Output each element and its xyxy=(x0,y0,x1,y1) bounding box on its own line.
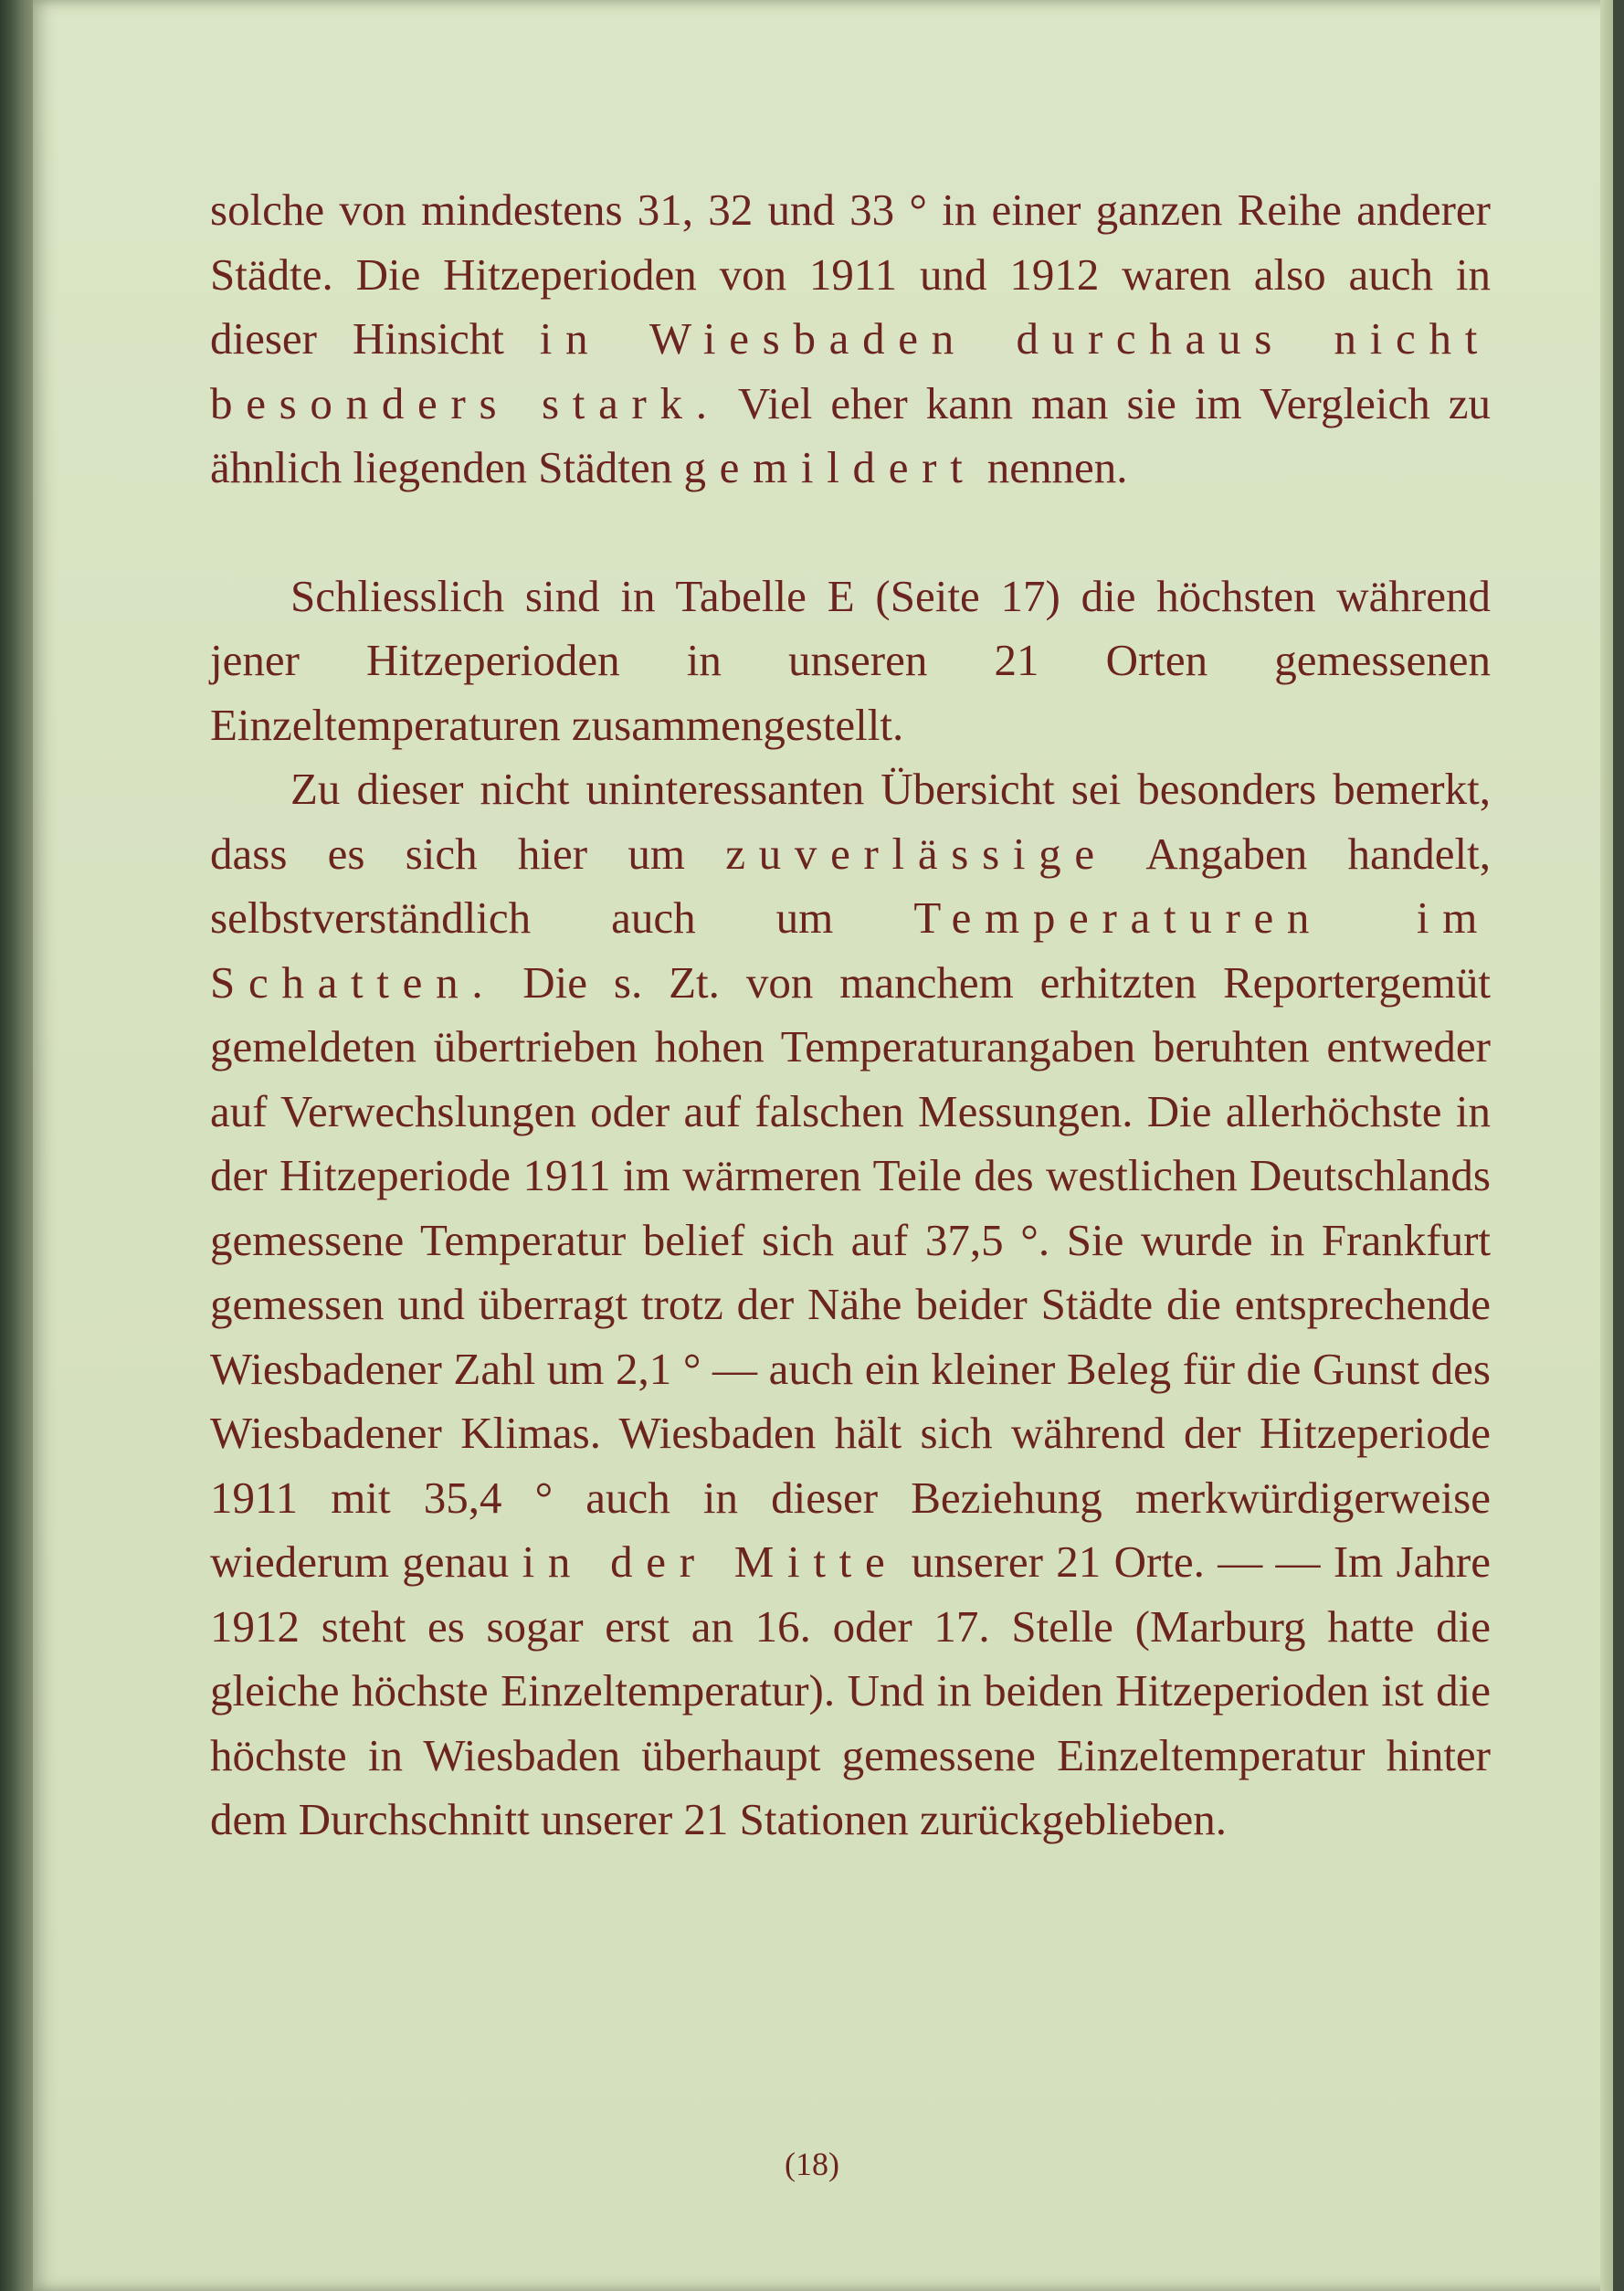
paragraph-1-spaced-2: gemildert xyxy=(683,442,976,492)
paragraph-3-text-3: Die s. Zt. von manchem erhitzten Reportergemüt gemeldeten übertrieben hohen Temperaturangaben beruhten entweder auf Verwechslungen oder auf falschen Messungen. Die allerhöchste in der Hitzeperiode 1911 im wärmeren Teile des westlichen Deutschlands gemessene Temperatur belief sich auf 37,5 °. Sie wurde in Frankfurt gemessen und überragt trotz der Nähe beider Städte die entsprechende Wiesbadener Zahl um 2,1 ° — auch ein kleiner Beleg für die Gunst des Wiesbadener Klimas. Wiesbaden hält sich während der Hitzeperiode 1911 mit 35,4 ° auch in dieser Beziehung merkwürdigerweise wiederum genau xyxy=(210,956,1491,1587)
page-edge xyxy=(1600,0,1613,2291)
paragraph-3-text-2: Angaben handelt, selbstverständlich auch um xyxy=(210,828,1491,943)
paragraph-1-spaced-1: in Wiesbaden durchaus nicht besonders stark. xyxy=(210,313,1492,428)
paragraph-3 xyxy=(210,757,1491,1853)
paragraph-1-text-3: nennen. xyxy=(975,442,1128,492)
book-spine-edge xyxy=(0,0,37,2291)
paragraph-2 xyxy=(210,565,1491,758)
paragraph-3-spaced-2: Temperaturen im Schatten. xyxy=(210,892,1492,1008)
paragraph-3-text-1: Zu dieser nicht uninteressanten Übersicht sei besonders bemerkt, dass es sich hier um xyxy=(210,764,1491,879)
paragraph-1-text-1: solche von mindestens 31, 32 und 33 ° in einer ganzen Reihe anderer Städte. Die Hitzeperioden von 1911 und 1912 waren also auch in dieser Hinsicht xyxy=(210,185,1491,364)
paragraph-gap xyxy=(210,501,1491,565)
page-number: (18) xyxy=(785,2146,839,2182)
paragraph-1 xyxy=(210,178,1491,501)
paragraph-3-spaced-1: zuverlässige xyxy=(725,828,1108,879)
body-text xyxy=(210,178,1491,1853)
paragraph-3-spaced-3: in der Mitte xyxy=(522,1536,899,1587)
paragraph-3-text-4: unserer 21 Orte. — — Im Jahre 1912 steht es sogar erst an 16. oder 17. Stelle (Marburg hatte die gleiche höchste Einzeltemperatur). Und in beiden Hitzeperioden ist die höchste in Wiesbaden überhaupt gemessene Einzeltemperatur hinter dem Durchschnitt unserer 21 Stationen zurückgeblieben. xyxy=(210,1536,1491,1844)
paragraph-1-text-2: Viel eher kann man sie im Vergleich zu ähnlich liegenden Städten xyxy=(210,377,1492,492)
paragraph-2-text-1: Schliesslich sind in Tabelle E (Seite 17) die höchsten während jener Hitzeperioden in unseren 21 Orten gemessenen Einzeltemperaturen zusammengestellt. xyxy=(210,570,1491,750)
